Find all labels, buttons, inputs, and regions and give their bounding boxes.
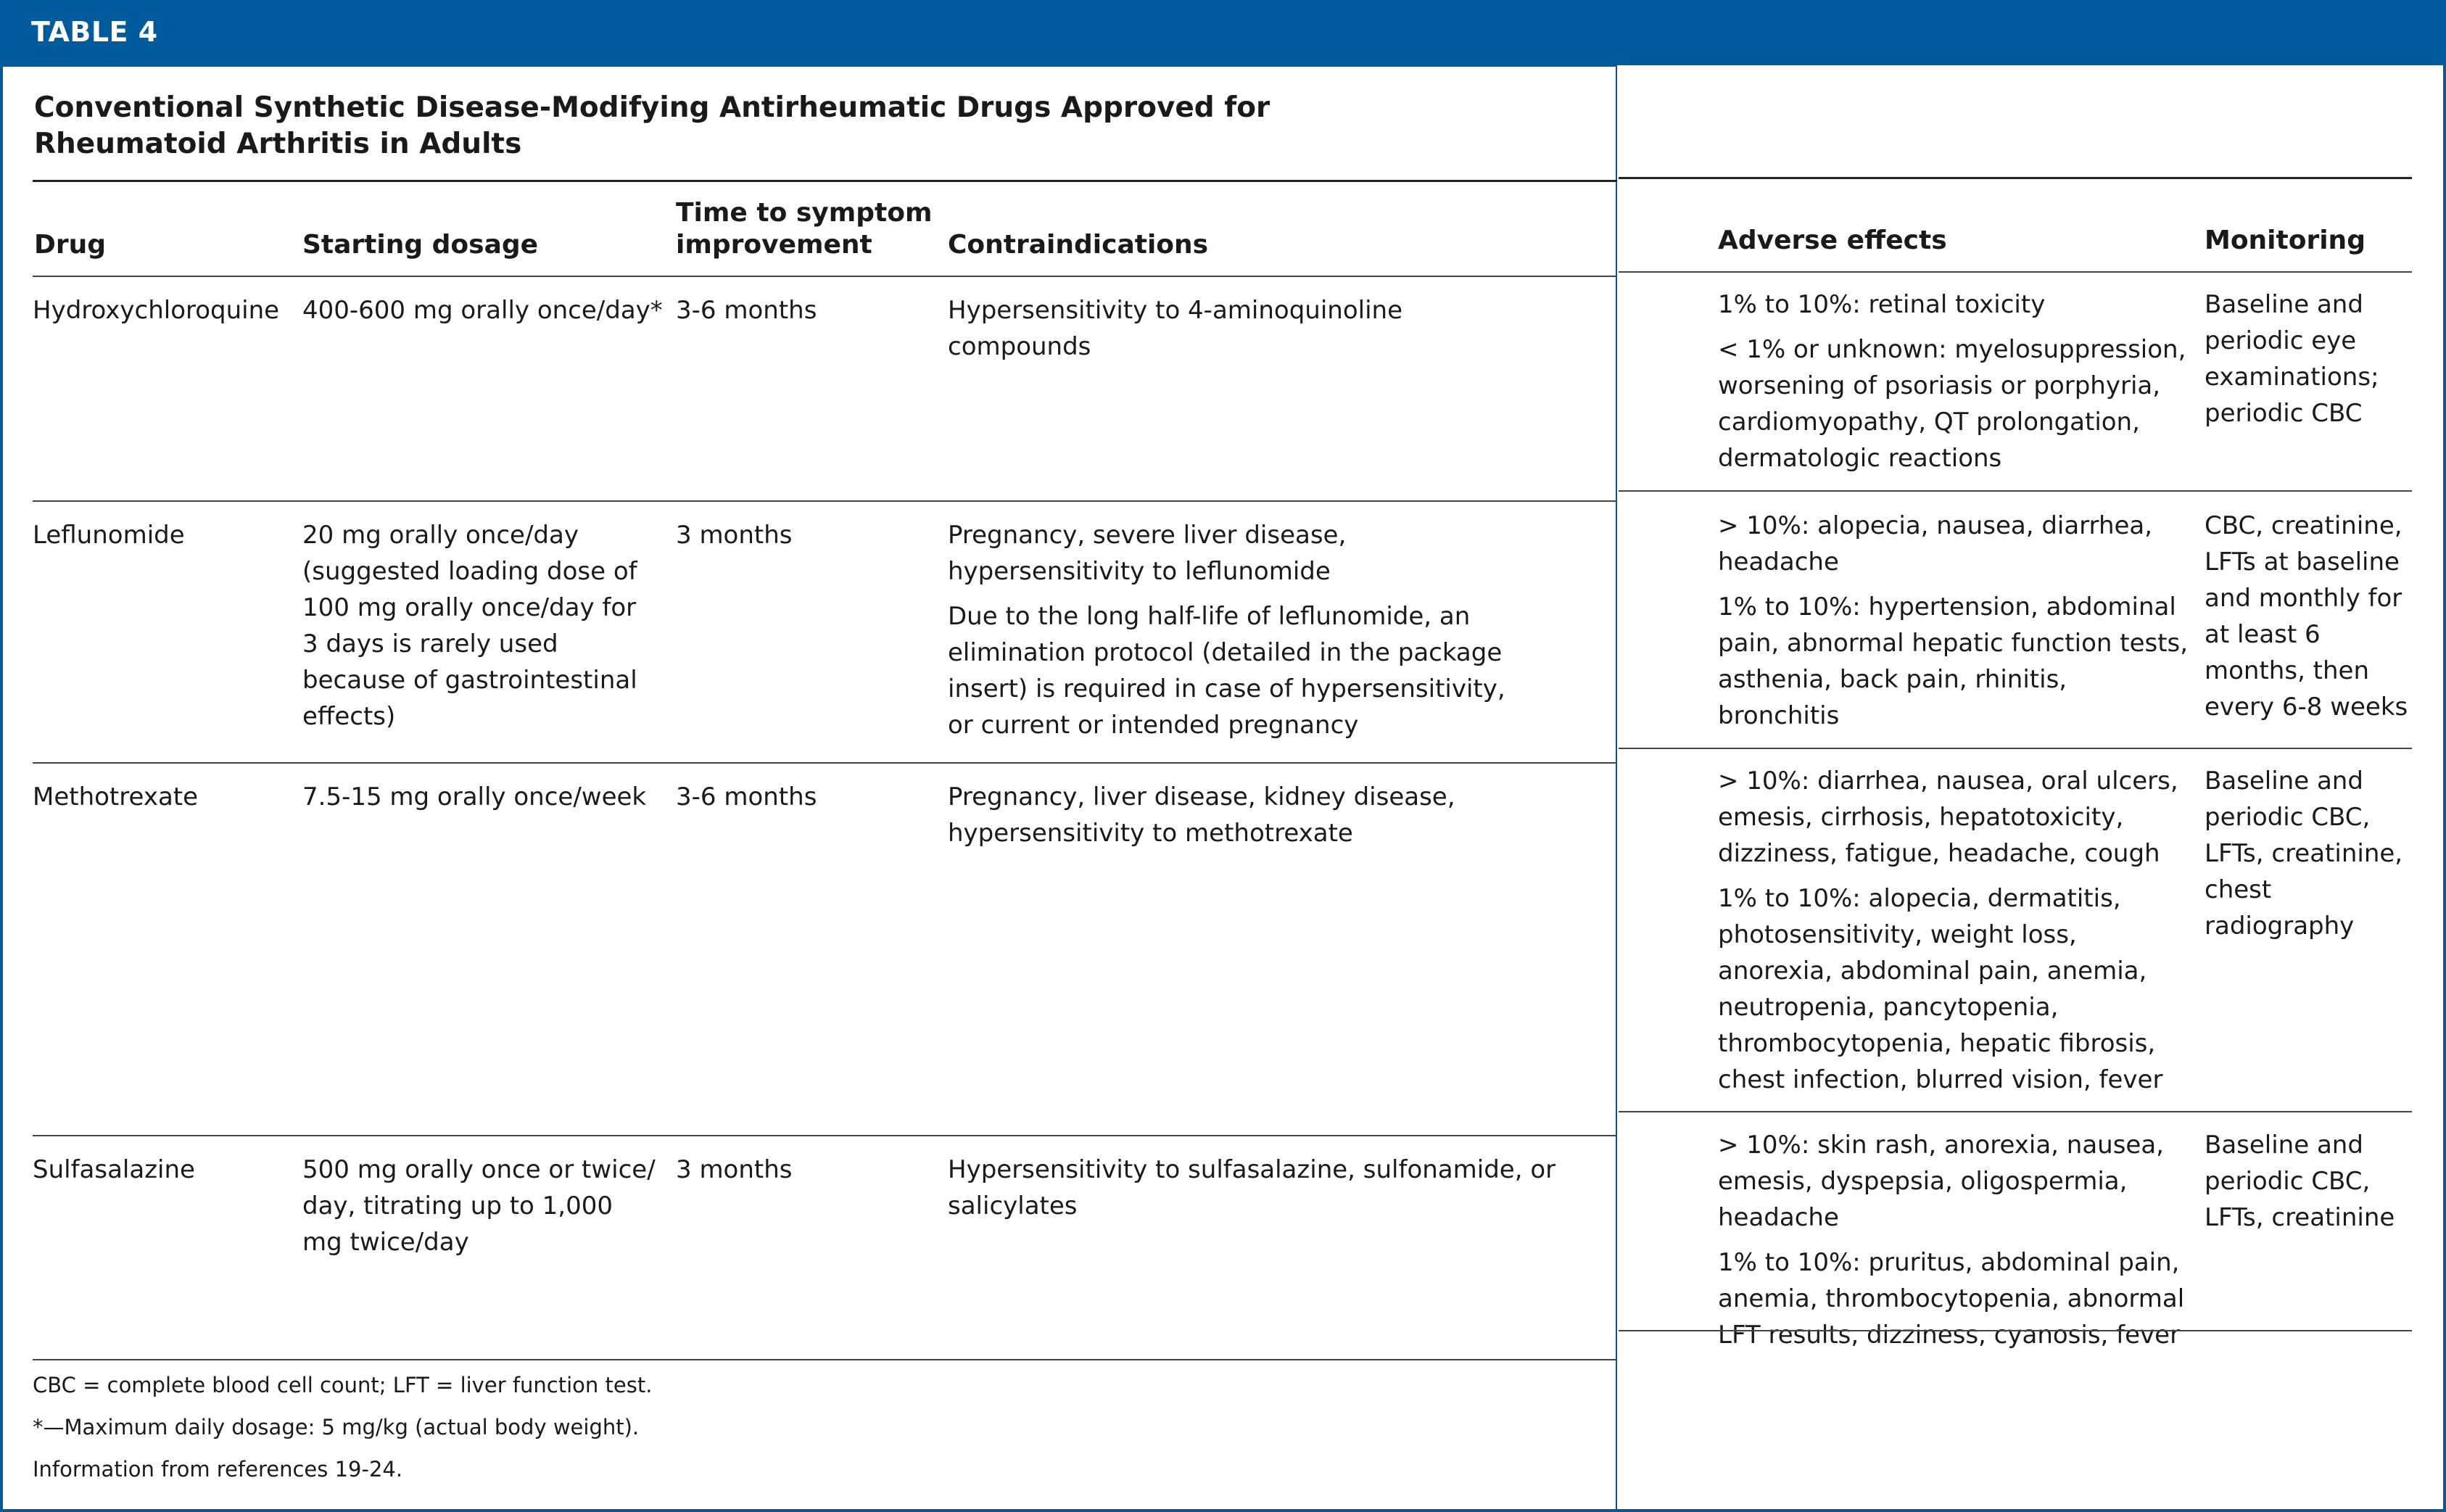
header-adverse-effects: Adverse effects xyxy=(1718,226,1947,255)
table-header-band-right xyxy=(1617,0,2446,65)
bottom-rule-right xyxy=(1619,1330,2412,1331)
table-row-adverse-effects xyxy=(1718,1127,2189,1362)
table-row-monitoring: Baseline and periodic CBC, LFTs, creatinine, chest radiography xyxy=(2205,767,2403,941)
table-row-drug: Hydroxychloroquine xyxy=(33,296,280,325)
table-row-dosage: 7.5-15 mg orally once/week xyxy=(302,782,647,811)
table-row-monitoring: CBC, creatinine, LFTs at baseline and monthly for at least 6 months, then every 6-8 weeks xyxy=(2205,511,2408,722)
table-label: TABLE 4 xyxy=(31,16,158,48)
bottom-rule-left xyxy=(33,1359,1617,1360)
header-drug: Drug xyxy=(34,230,107,260)
contraindication-text: Pregnancy, severe liver disease, hypersensitivity to leflunomide xyxy=(948,521,1347,586)
table-row-dosage: 400-600 mg orally once/day* xyxy=(302,296,663,325)
row-divider-left xyxy=(33,500,1617,502)
adverse-effect-text: 1% to 10%: alopecia, dermatitis, photosensitivity, weight loss, anorexia, abdominal pain, anemia, neutropenia, pancytopenia, thrombocytopenia, hepatic fibrosis, chest infection, blurred vision, fever xyxy=(1718,884,2163,1094)
table-row-drug: Sulfasalazine xyxy=(33,1155,195,1184)
table-row-monitoring: Baseline and periodic eye examinations; periodic CBC xyxy=(2205,290,2379,428)
contraindication-text: Hypersensitivity to sulfasalazine, sulfonamide, or salicylates xyxy=(948,1155,1556,1220)
table-row-dosage: 20 mg orally once/day (suggested loading dose of 100 mg orally once/day for 3 days is rarely used because of gastrointestinal effects) xyxy=(302,521,637,731)
adverse-effect-text: < 1% or unknown: myelosuppression, worsening of psoriasis or porphyria, cardiomyopathy, QT prolongation, dermatologic reactions xyxy=(1718,335,2186,473)
table-row-time: 3 months xyxy=(676,521,793,550)
table-title: Conventional Synthetic Disease-Modifying Antirheumatic Drugs Approved for Rheumatoid Arthritis in Adults xyxy=(34,91,1270,160)
adverse-effect-text: > 10%: skin rash, anorexia, nausea, emesis, dyspepsia, oligospermia, headache xyxy=(1718,1131,2164,1232)
table-row-time: 3 months xyxy=(676,1155,793,1184)
table-row-contraindications xyxy=(948,517,1535,752)
row-divider-left xyxy=(33,762,1617,764)
header-monitoring: Monitoring xyxy=(2205,226,2366,255)
header-contraindications: Contraindications xyxy=(948,230,1209,260)
header-time-to-improvement: Time to symptom improvement xyxy=(676,198,933,260)
contraindication-text: Due to the long half-life of leflunomide, an elimination protocol (detailed in the package insert) is required in case of hypersensitivity, or current or intended pregnancy xyxy=(948,602,1505,740)
header-rule-right xyxy=(1619,271,2412,273)
adverse-effect-text: > 10%: diarrhea, nausea, oral ulcers, emesis, cirrhosis, hepatotoxicity, dizziness, fatigue, headache, cough xyxy=(1718,767,2178,868)
table-row-contraindications xyxy=(948,292,1528,373)
table-row-dosage: 500 mg orally once or twice/ day, titrating up to 1,000 mg twice/day xyxy=(302,1155,656,1257)
adverse-effect-text: > 10%: alopecia, nausea, diarrhea, headache xyxy=(1718,511,2153,577)
row-divider-left xyxy=(33,1135,1617,1136)
row-divider-right xyxy=(1619,1111,2412,1112)
adverse-effect-text: 1% to 10%: pruritus, abdominal pain, anemia, thrombocytopenia, abnormal LFT results, dizziness, cyanosis, fever xyxy=(1718,1248,2185,1350)
table-row-adverse-effects xyxy=(1718,508,2189,743)
table-row-drug: Methotrexate xyxy=(33,782,199,811)
footnote-max-dosage: *—Maximum daily dosage: 5 mg/kg (actual body weight). xyxy=(33,1415,640,1439)
footnote-references: Information from references 19-24. xyxy=(33,1457,403,1482)
header-starting-dosage: Starting dosage xyxy=(302,230,539,260)
contraindication-text: Pregnancy, liver disease, kidney disease, hypersensitivity to methotrexate xyxy=(948,782,1455,848)
contraindication-text: Hypersensitivity to 4-aminoquinoline compounds xyxy=(948,296,1402,361)
top-rule-left xyxy=(33,180,1617,182)
table-row-adverse-effects xyxy=(1718,763,2189,1107)
top-rule-right xyxy=(1619,177,2412,179)
footnote-abbreviations: CBC = complete blood cell count; LFT = liver function test. xyxy=(33,1373,653,1397)
table-row-monitoring: Baseline and periodic CBC, LFTs, creatinine xyxy=(2205,1131,2395,1232)
row-divider-right xyxy=(1619,748,2412,749)
header-rule-left xyxy=(33,276,1617,277)
table-row-adverse-effects xyxy=(1718,286,2189,485)
table-header-band xyxy=(0,0,1617,67)
table-row-contraindications xyxy=(948,1152,1564,1233)
adverse-effect-text: 1% to 10%: retinal toxicity xyxy=(1718,290,2046,319)
table-row-time: 3-6 months xyxy=(676,296,817,325)
row-divider-right xyxy=(1619,490,2412,492)
table-row-time: 3-6 months xyxy=(676,782,817,811)
table-row-drug: Leflunomide xyxy=(33,521,185,550)
adverse-effect-text: 1% to 10%: hypertension, abdominal pain, abnormal hepatic function tests, asthenia, back pain, rhinitis, bronchitis xyxy=(1718,592,2189,730)
table-row-contraindications xyxy=(948,779,1528,860)
